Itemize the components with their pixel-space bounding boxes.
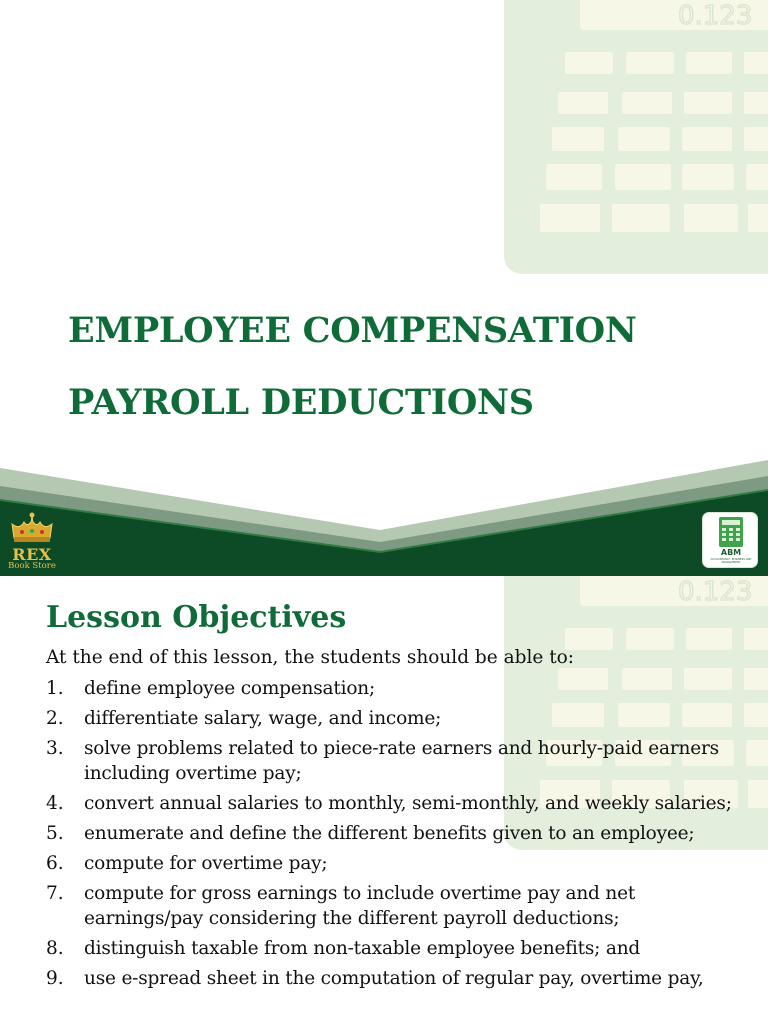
- rex-logo-subtitle: Book Store: [8, 561, 56, 571]
- footer-banner: [0, 460, 768, 576]
- abm-badge: [702, 512, 758, 568]
- list-text: compute for overtime pay;: [84, 853, 328, 874]
- abm-tagline: ACCOUNTANCY, BUSINESS AND MANAGEMENT: [710, 558, 752, 564]
- list-number: 4.: [46, 793, 64, 814]
- list-text: differentiate salary, wage, and income;: [84, 708, 442, 729]
- list-item: [46, 881, 746, 931]
- list-item: [46, 851, 746, 876]
- objectives-list: [46, 676, 746, 996]
- calculator-graphic: [500, 0, 768, 276]
- calculator-icon: [719, 517, 743, 547]
- list-item: [46, 736, 746, 786]
- calculator-display: 0.123: [678, 1, 753, 31]
- list-item: [46, 936, 746, 961]
- list-item: [46, 676, 746, 701]
- list-text: enumerate and define the different benefits given to an employee;: [84, 823, 695, 844]
- list-item: [46, 821, 746, 846]
- list-text: solve problems related to piece-rate earners and hourly-paid earners including overtime pay;: [84, 738, 719, 784]
- list-text: distinguish taxable from non-taxable employee benefits; and: [84, 938, 641, 959]
- list-number: 2.: [46, 708, 64, 729]
- list-number: 6.: [46, 853, 64, 874]
- objectives-intro: At the end of this lesson, the students should be able to:: [46, 647, 575, 668]
- title-line-1: EMPLOYEE COMPENSATION: [68, 310, 637, 351]
- list-item: [46, 791, 746, 816]
- list-number: 7.: [46, 883, 64, 904]
- list-text: define employee compensation;: [84, 678, 376, 699]
- list-number: 5.: [46, 823, 64, 844]
- abm-label: ABM: [720, 548, 742, 557]
- objectives-slide: [0, 576, 768, 1024]
- list-item: [46, 966, 746, 991]
- list-number: 3.: [46, 738, 64, 759]
- objectives-heading: Lesson Objectives: [46, 600, 347, 635]
- list-text: convert annual salaries to monthly, semi-monthly, and weekly salaries;: [84, 793, 732, 814]
- list-text: compute for gross earnings to include overtime pay and net earnings/pay considering the different payroll deductions;: [84, 883, 636, 929]
- list-number: 8.: [46, 938, 64, 959]
- crown-icon: [6, 512, 58, 546]
- list-text: use e-spread sheet in the computation of regular pay, overtime pay,: [84, 968, 704, 989]
- rex-logo-name: REX: [12, 545, 52, 564]
- title-line-2: PAYROLL DEDUCTIONS: [68, 382, 534, 423]
- list-number: 1.: [46, 678, 64, 699]
- list-item: [46, 706, 746, 731]
- calculator-display: 0.123: [678, 577, 753, 607]
- list-number: 9.: [46, 968, 64, 989]
